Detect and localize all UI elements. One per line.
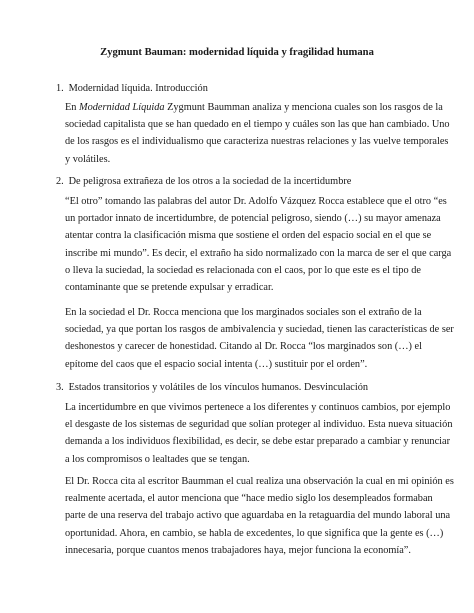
paragraph-line: inscribe mi mundo”. Es decir, el extraño ha sido normalizado con la marca de ser el que carga xyxy=(65,247,452,259)
book-title: Modernidad Líquida xyxy=(79,102,165,113)
paragraph-line: contaminante que se pretende expulsar y erradicar. xyxy=(65,282,274,294)
paragraph-line: atentar contra la clasificación misma que sostiene el orden del espacio social en el que se xyxy=(65,230,432,242)
section-heading-3 xyxy=(56,381,368,394)
section-heading-text: Modernidad líquida. Introducción xyxy=(68,83,208,94)
paragraph-line: “El otro” tomando las palabras del autor Dr. Adolfo Vázquez Rocca establece que el otro “es xyxy=(65,196,447,207)
paragraph-line: sociedad capitalista que se han quedado en el tiempo y cuáles son las que han cambiado. Uno xyxy=(65,119,450,131)
paragraph xyxy=(65,399,453,468)
paragraph-line: En Modernidad Líquida Zygmunt Baumman analiza y menciona cuales son los rasgos de la xyxy=(65,102,443,113)
section-heading-text: Estados transitorios y volátiles de los vínculos humanos. Desvinculación xyxy=(68,382,369,393)
paragraph xyxy=(65,193,452,296)
section-heading-text: De peligrosa extrañeza de los otros a la sociedad de la incertidumbre xyxy=(68,176,352,187)
section-number: 3. xyxy=(56,382,64,393)
paragraph-line: En la sociedad el Dr. Rocca menciona que los marginados sociales son el extraño de la xyxy=(65,307,422,318)
paragraph-line: epítome del caos que el espacio social intenta (…) sustituir por el orden”. xyxy=(65,358,368,370)
section-heading-1 xyxy=(56,82,208,95)
paragraph-line: demanda a los individuos flexibilidad, es decir, se debe estar preparado a cambiar y renunciar xyxy=(65,436,450,448)
paragraph-line: parte de una reserva del trabajo activo que aguardaba en la retaguardia del mundo laboral una xyxy=(65,510,451,522)
section-number: 2. xyxy=(56,176,64,187)
section-number: 1. xyxy=(56,83,64,94)
paragraph-line: La incertidumbre en que vivimos pertenece a los diferentes y continuos cambios, por ejemplo xyxy=(65,402,451,413)
paragraph-line: a los compromisos o lealtades que se tengan. xyxy=(65,453,250,465)
paragraph-line: de los rasgos es el individualismo que caracteriza nuestras relaciones y las vuelve temporales xyxy=(65,136,449,148)
paragraph xyxy=(65,304,454,373)
paragraph-line: el desgaste de los sistemas de seguridad que solían proteger al individuo. Esta nueva situación xyxy=(65,419,453,431)
paragraph-line: innecesaria, porque cuantos menos trabajadores haya, mejor funciona la economía”. xyxy=(65,544,411,556)
document-title: Zygmunt Bauman: modernidad líquida y fragilidad humana xyxy=(100,47,374,58)
paragraph-line: El Dr. Rocca cita al escritor Baumman el cual realiza una observación la cual en mi opinión es xyxy=(65,476,454,487)
paragraph-line: o lleva la suciedad, la sociedad es relacionada con el caos, por lo que este es el tipo de xyxy=(65,264,421,276)
paragraph xyxy=(65,473,454,559)
paragraph-line: y volátiles. xyxy=(65,153,111,165)
paragraph-line: realmente acertada, el autor menciona que “hace medio siglo los desempleados formaban xyxy=(65,493,433,505)
paragraph-line: sociedad, ya que portan los rasgos de ambivalencia y suciedad, tienen las características de ser xyxy=(65,324,454,336)
section-heading-2 xyxy=(56,175,351,188)
paragraph xyxy=(65,99,450,168)
paragraph-line: un portador innato de incertidumbre, de potencial peligroso, siendo (…) su mayor amenaza xyxy=(65,213,441,225)
paragraph-line: oportunidad. Ahora, en cambio, se habla de excedentes, lo que significa que la gente es (…) xyxy=(65,527,444,539)
paragraph-line: deshonestos y carecer de honestidad. Citando al Dr. Rocca “los marginados son (…) el xyxy=(65,341,422,353)
